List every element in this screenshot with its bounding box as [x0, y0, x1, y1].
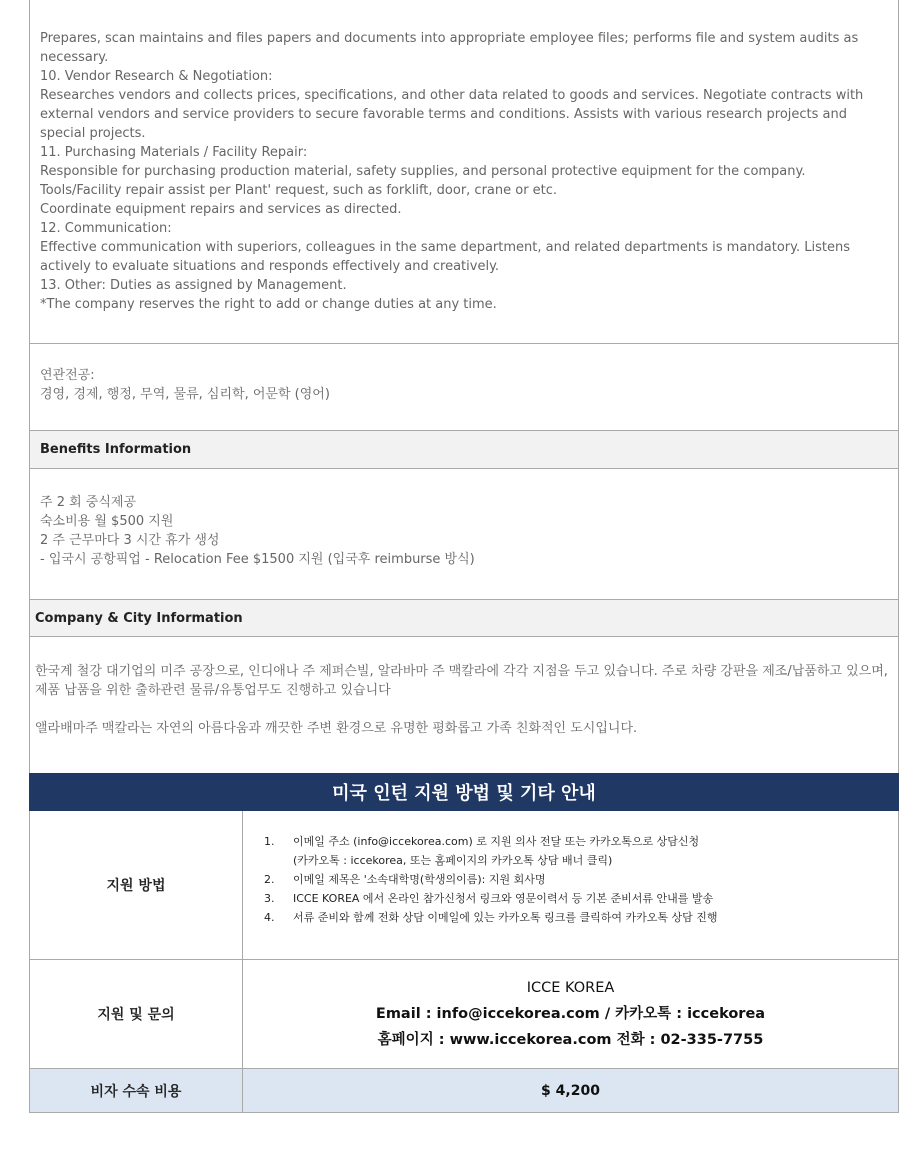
contact-row: [29, 960, 899, 1069]
duties-line: 13. Other: Duties as assigned by Management.: [40, 278, 347, 293]
duties-line: Effective communication with superiors, colleagues in the same department, and related departments is mandatory. Listens actively to evaluate situations and responds effectively and creatively.: [40, 240, 850, 274]
benefit-line: - 입국시 공항픽업 - Relocation Fee $1500 지원 (입국후 reimburse 방식): [40, 552, 475, 567]
list-item: (카카오톡 : iccekorea, 또는 홈페이지의 카카오톡 상담 배너 클릭): [293, 854, 613, 867]
apply-method-row: [29, 811, 899, 960]
duties-line: Tools/Facility repair assist per Plant' request, such as forklift, door, crane or etc.: [40, 183, 558, 198]
benefit-line: 2 주 근무마다 3 시간 휴가 생성: [40, 533, 220, 548]
benefit-line: 숙소비용 월 $500 지원: [40, 514, 174, 529]
benefit-line: 주 2 회 중식제공: [40, 495, 137, 510]
duties-line: Coordinate equipment repairs and services as directed.: [40, 202, 402, 217]
company-header: Company & City Information: [29, 599, 899, 637]
benefits-section: [29, 468, 899, 600]
application-guide-title: 미국 인턴 지원 방법 및 기타 안내: [29, 773, 899, 811]
company-description: 한국계 철강 대기업의 미주 공장으로, 인디애나 주 제퍼슨빌, 알라바마 주 맥칼라에 각각 지점을 두고 있습니다. 주로 차량 강판을 제조/납품하고 있으며, 제품 납품을 위한 출하관련 물류/유통업무도 진행하고 있습니다: [35, 664, 888, 698]
visa-fee-value: $ 4,200: [541, 1082, 600, 1099]
visa-fee-label: 비자 수속 비용: [30, 1069, 243, 1112]
duties-line: Researches vendors and collects prices, specifications, and other data related to goods and services. Negotiate contracts with external vendors and service providers to secure favorable terms and conditions. Assists with various research projects and special projects.: [40, 88, 864, 141]
duties-line: 10. Vendor Research & Negotiation:: [40, 69, 273, 84]
website-phone-line: 홈페이지 : www.iccekorea.com 전화 : 02-335-7755: [377, 1032, 764, 1048]
majors-value: 경영, 경제, 행정, 무역, 물류, 심리학, 어문학 (영어): [40, 387, 330, 402]
list-item: 4. 서류 준비와 함께 전화 상담 이메일에 있는 카카오톡 링크를 클릭하여 카카오톡 상담 진행: [264, 911, 718, 924]
duties-line: Responsible for purchasing production material, safety supplies, and personal protective equipment for the company.: [40, 164, 806, 179]
email-kakao-line: Email : info@iccekorea.com / 카카오톡 : iccekorea: [375, 1006, 766, 1022]
duties-section: [29, 0, 899, 344]
city-description: 앨라배마주 맥칼라는 자연의 아름다움과 깨끗한 주변 환경으로 유명한 평화롭고 가족 친화적인 도시입니다.: [35, 721, 638, 736]
benefits-header: Benefits Information: [29, 430, 899, 469]
list-item: 2. 이메일 제목은 '소속대학명(학생의이름): 지원 회사명: [264, 873, 546, 886]
list-item: 3. ICCE KOREA 에서 온라인 참가신청서 링크와 영문이력서 등 기본 준비서류 안내를 발송: [264, 892, 714, 905]
apply-method-label: 지원 방법: [30, 811, 243, 959]
organization-name: ICCE KOREA: [526, 980, 615, 996]
duties-line: 11. Purchasing Materials / Facility Repair:: [40, 145, 308, 160]
contact-info: [243, 960, 898, 1068]
visa-fee-row: [29, 1069, 899, 1113]
duties-line: 12. Communication:: [40, 221, 172, 236]
company-section: [29, 636, 899, 774]
majors-label: 연관전공:: [40, 368, 95, 383]
apply-method-steps: [243, 811, 898, 959]
duties-line: *The company reserves the right to add or change duties at any time.: [40, 297, 497, 312]
related-majors-section: [29, 343, 899, 431]
duties-line: Prepares, scan maintains and files papers and documents into appropriate employee files; performs file and system audits as necessary.: [40, 31, 859, 65]
contact-label: 지원 및 문의: [30, 960, 243, 1068]
list-item: 1. 이메일 주소 (info@iccekorea.com) 로 지원 의사 전달 또는 카카오톡으로 상담신청: [264, 835, 700, 848]
